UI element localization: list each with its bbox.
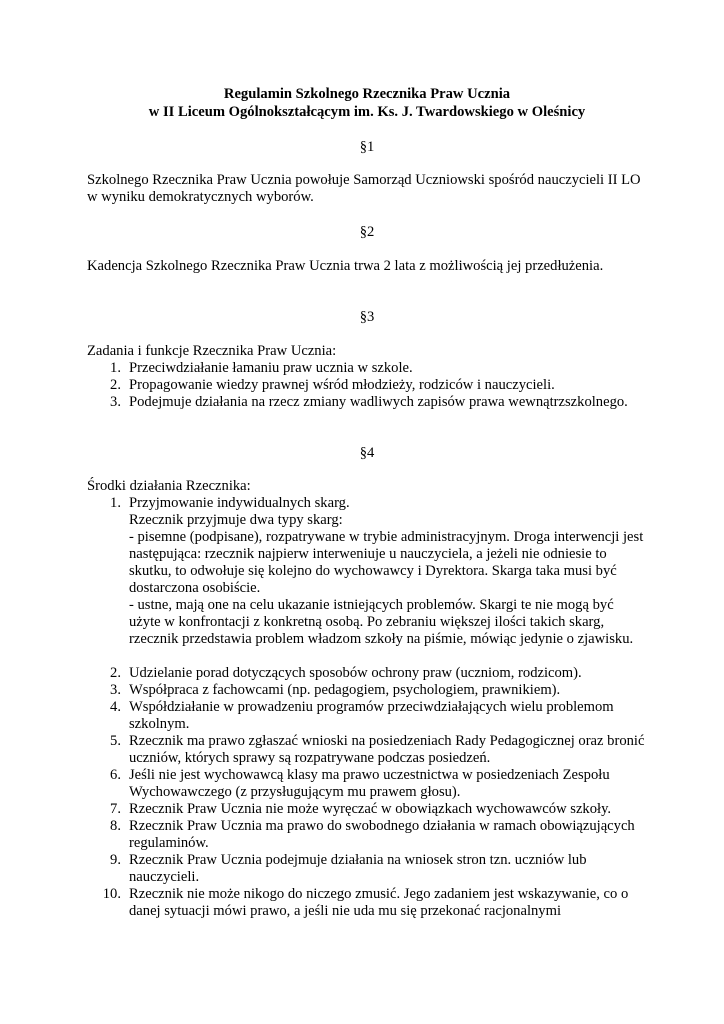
list-item-text: Rzecznik Praw Ucznia nie może wyręczać w obowiązkach wychowawców szkoły.: [129, 801, 612, 817]
list-item-text: Podejmuje działania na rzecz zmiany wadliwych zapisów prawa wewnątrzszkolnego.: [129, 394, 628, 410]
section-3-item-2: [87, 377, 647, 394]
list-item-text: Udzielanie porad dotyczących sposobów ochrony praw (uczniom, rodzicom).: [129, 665, 582, 681]
complaint-types-intro: Rzecznik przyjmuje dwa typy skarg:: [129, 512, 343, 528]
list-number: 2.: [110, 665, 121, 681]
section-2-text: Kadencja Szkolnego Rzecznika Praw Ucznia trwa 2 lata z możliwością jej przedłużenia.: [87, 258, 604, 274]
list-number: 4.: [110, 699, 121, 715]
section-3-item-3: [87, 394, 647, 411]
list-item-text: Przyjmowanie indywidualnych skarg.: [129, 495, 350, 511]
section-4-item-2: [87, 665, 647, 682]
section-4-item-10: [87, 886, 647, 920]
section-1-mark: §1: [359, 139, 375, 155]
complaint-type-oral: - ustne, mają one na celu ukazanie istniejących problemów. Skargi te nie mogą być użyte w konfrontacji z konkretną osobą. Po zebraniu większej ilości takich skarg, rzecznik przedstawia problem władzom szkoły na piśmie, mówiąc jedynie o zjawisku.: [129, 597, 634, 647]
section-3-list: [87, 360, 647, 411]
section-1-text: Szkolnego Rzecznika Praw Ucznia powołuje Samorząd Uczniowski spośród nauczycieli II LO w wyniku demokratycznych wyborów.: [87, 172, 641, 205]
list-number: 7.: [110, 801, 121, 817]
section-2-mark: §2: [359, 224, 375, 240]
document-page: [87, 85, 647, 920]
section-4-item-1: [87, 495, 647, 648]
section-3-intro: Zadania i funkcje Rzecznika Praw Ucznia:: [87, 343, 337, 359]
list-item-text: Rzecznik Praw Ucznia podejmuje działania na wniosek stron tzn. uczniów lub nauczycieli.: [129, 852, 587, 885]
section-4-mark: §4: [359, 445, 375, 461]
list-item-text: Przeciwdziałanie łamaniu praw ucznia w szkole.: [129, 360, 413, 376]
section-3-mark: §3: [359, 309, 375, 325]
list-item-text: Rzecznik ma prawo zgłaszać wnioski na posiedzeniach Rady Pedagogicznej oraz bronić uczniów, których sprawy są rozpatrywane podczas posiedzeń.: [129, 733, 645, 766]
list-number: 3.: [110, 682, 121, 698]
list-item-text: Jeśli nie jest wychowawcą klasy ma prawo uczestnictwa w posiedzeniach Zespołu Wychowawczego (z przysługującym mu prawem głosu).: [129, 767, 610, 800]
list-item-text: Współdziałanie w prowadzeniu programów przeciwdziałających wielu problemom szkolnym.: [129, 699, 614, 732]
list-number: 2.: [110, 377, 121, 393]
list-number: 10.: [102, 886, 121, 902]
list-item-text: Współpraca z fachowcami (np. pedagogiem, psychologiem, prawnikiem).: [129, 682, 561, 698]
section-4-item-7: [87, 801, 647, 818]
section-4-item-4: [87, 699, 647, 733]
complaint-type-written: - pisemne (podpisane), rozpatrywane w trybie administracyjnym. Droga interwencji jest następująca: rzecznik najpierw interweniuje u nauczyciela, a jeżeli nie odniesie to skutku, to odwołuje się kolejno do wychowawcy i Dyrektora. Skarga taka musi być dostarczona osobiście.: [129, 529, 644, 596]
section-4-item-3: [87, 682, 647, 699]
list-number: 5.: [110, 733, 121, 749]
list-number: 1.: [110, 360, 121, 376]
section-4-item-6: [87, 767, 647, 801]
section-4-item-9: [87, 852, 647, 886]
section-4-item-8: [87, 818, 647, 852]
section-4-intro: Środki działania Rzecznika:: [87, 478, 251, 494]
list-number: 3.: [110, 394, 121, 410]
section-4-list-part1: [87, 495, 647, 648]
list-item-text: Rzecznik nie może nikogo do niczego zmusić. Jego zadaniem jest wskazywanie, co o danej sytuacji mówi prawo, a jeśli nie uda mu się przekonać racjonalnymi: [129, 886, 629, 919]
list-item-text: Rzecznik Praw Ucznia ma prawo do swobodnego działania w ramach obowiązujących regulaminów.: [129, 818, 635, 851]
list-number: 8.: [110, 818, 121, 834]
section-3-item-1: [87, 360, 647, 377]
document-title-line1: Regulamin Szkolnego Rzecznika Praw Ucznia: [223, 86, 511, 102]
list-number: 1.: [110, 495, 121, 511]
section-4-list-part2: [87, 665, 647, 920]
list-number: 6.: [110, 767, 121, 783]
list-number: 9.: [110, 852, 121, 868]
document-title-line2: w II Liceum Ogólnokształcącym im. Ks. J. Twardowskiego w Oleśnicy: [148, 104, 586, 120]
list-item-text: Propagowanie wiedzy prawnej wśród młodzieży, rodziców i nauczycieli.: [129, 377, 555, 393]
section-4-item-5: [87, 733, 647, 767]
